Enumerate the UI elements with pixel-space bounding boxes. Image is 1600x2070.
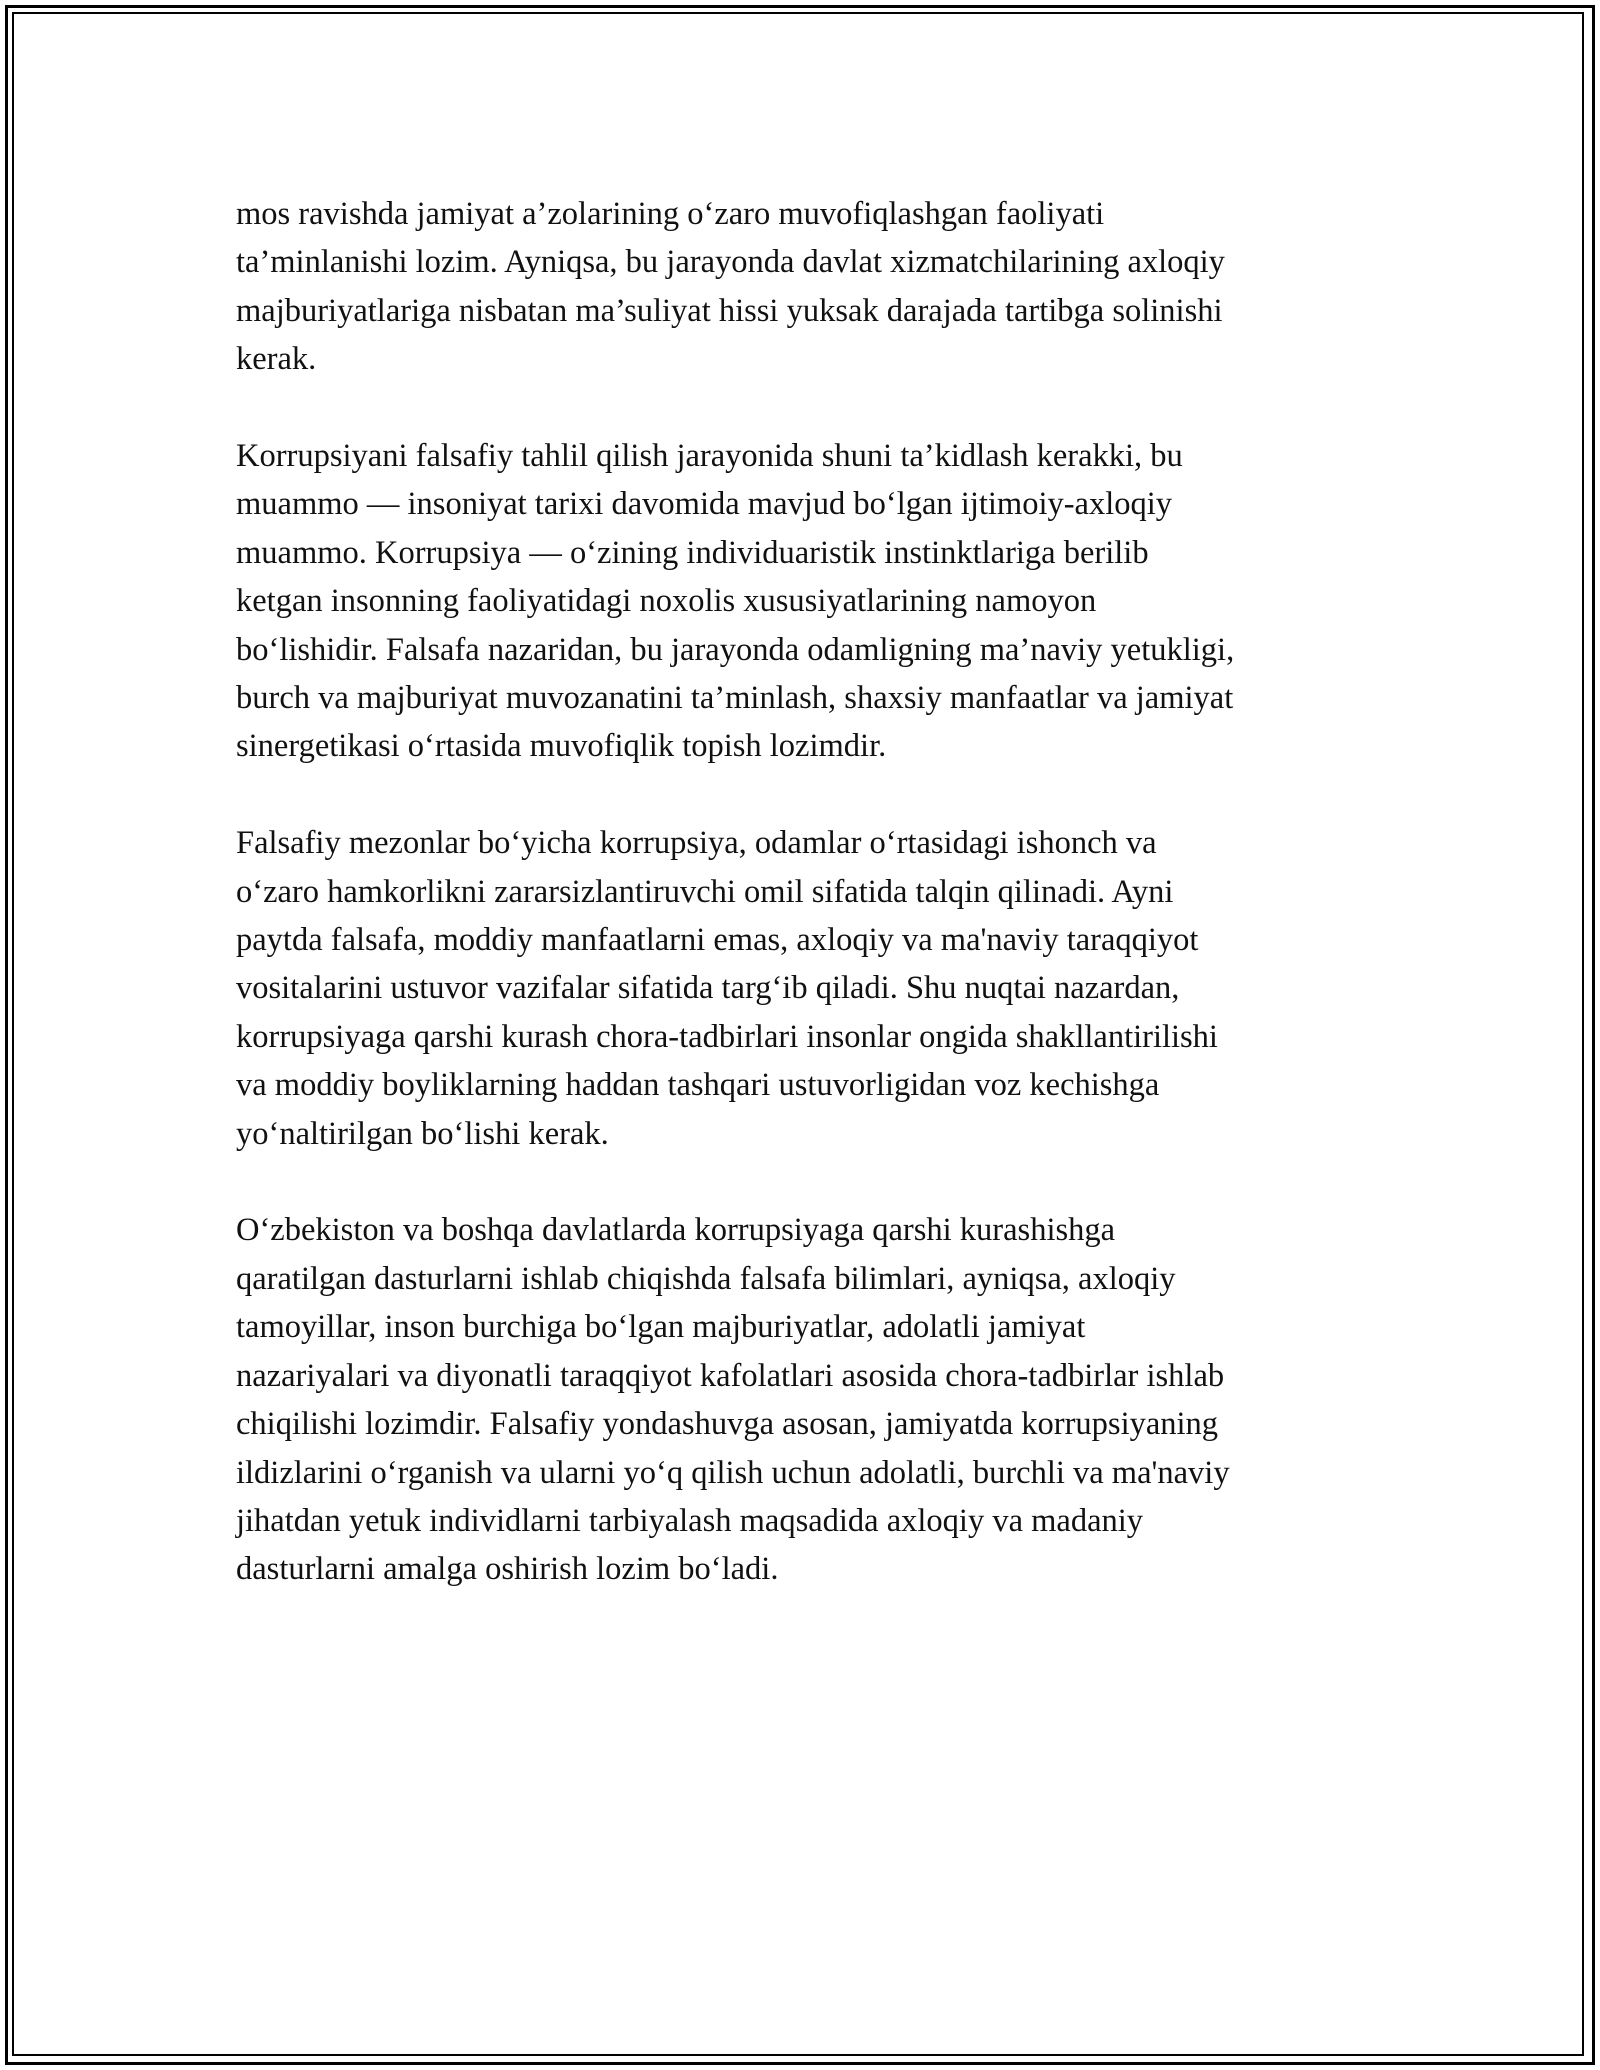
text-line: kerak. — [236, 341, 317, 378]
text-line: ketgan insonning faoliyatidagi noxolis xususiyatlarining namoyon — [236, 583, 1097, 620]
text-line: ildizlarini o‘rganish va ularni yo‘q qilish uchun adolatli, burchli va ma'naviy — [236, 1454, 1230, 1491]
text-line: O‘zbekiston va boshqa davlatlarda korrupsiyaga qarshi kurashishga — [236, 1212, 1116, 1249]
text-line: Falsafiy mezonlar bo‘yicha korrupsiya, odamlar o‘rtasidagi ishonch va — [236, 825, 1157, 862]
paragraph-4 — [236, 1206, 1366, 1593]
text-line: majburiyatlariga nisbatan ma’suliyat hissi yuksak darajada tartibga solinishi — [236, 292, 1223, 329]
text-line: vositalarini ustuvor vazifalar sifatida targ‘ib qiladi. Shu nuqtai nazardan, — [236, 970, 1180, 1007]
text-line: muammo. Korrupsiya — o‘zining individuaristik instinktlariga berilib — [236, 534, 1149, 571]
paragraph-2 — [236, 432, 1366, 771]
text-line: dasturlarni amalga oshirish lozim bo‘ladi. — [236, 1551, 779, 1588]
text-line: Korrupsiyani falsafiy tahlil qilish jarayonida shuni ta’kidlash kerakki, bu — [236, 438, 1183, 475]
text-line: muammo — insoniyat tarixi davomida mavjud bo‘lgan ijtimoiy-axloqiy — [236, 486, 1173, 523]
text-line: sinergetikasi o‘rtasida muvofiqlik topish lozimdir. — [236, 728, 887, 765]
text-line: paytda falsafa, moddiy manfaatlarni emas, axloqiy va ma'naviy taraqqiyot — [236, 922, 1199, 959]
text-line: mos ravishda jamiyat a’zolarining o‘zaro muvofiqlashgan faoliyati — [236, 196, 1105, 232]
text-line: korrupsiyaga qarshi kurash chora-tadbirlari insonlar ongida shakllantirilishi — [236, 1018, 1218, 1055]
text-line: o‘zaro hamkorlikni zararsizlantiruvchi omil sifatida talqin qilinadi. Ayni — [236, 873, 1174, 910]
text-line: chiqilishi lozimdir. Falsafiy yondashuvga asosan, jamiyatda korrupsiyaning — [236, 1406, 1219, 1443]
text-line: burch va majburiyat muvozanatini ta’minlash, shaxsiy manfaatlar va jamiyat — [236, 680, 1234, 717]
text-line: bo‘lishidir. Falsafa nazaridan, bu jarayonda odamligning ma’naviy yetukligi, — [236, 631, 1235, 668]
text-line: jihatdan yetuk individlarni tarbiyalash maqsadida axloqiy va madaniy — [236, 1502, 1144, 1539]
paragraph-1 — [236, 190, 1366, 384]
paragraph-3 — [236, 819, 1366, 1158]
text-line: ta’minlanishi lozim. Ayniqsa, bu jarayonda davlat xizmatchilarining axloqiy — [236, 244, 1225, 281]
text-line: yo‘naltirilgan bo‘lishi kerak. — [236, 1115, 609, 1152]
text-line: tamoyillar, inson burchiga bo‘lgan majburiyatlar, adolatli jamiyat — [236, 1309, 1086, 1346]
text-line: va moddiy boyliklarning haddan tashqari ustuvorligidan voz kechishga — [236, 1067, 1160, 1104]
text-line: qaratilgan dasturlarni ishlab chiqishda falsafa bilimlari, ayniqsa, axloqiy — [236, 1260, 1176, 1297]
document-body — [236, 190, 1366, 1642]
text-line: nazariyalari va diyonatli taraqqiyot kafolatlari asosida chora-tadbirlar ishlab — [236, 1357, 1225, 1394]
